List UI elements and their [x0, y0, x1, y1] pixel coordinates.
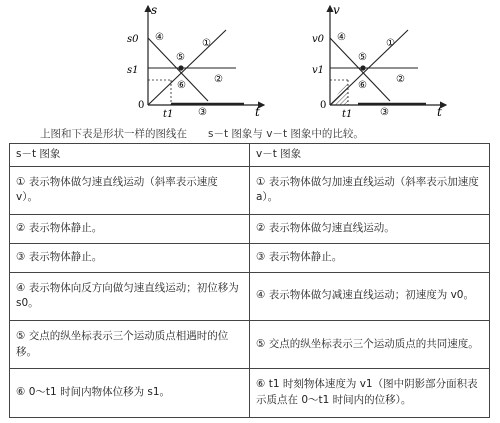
cell-vt-6: ⑥ t1 时刻物体速度为 v1（图中阴影部分面积表示质点在 0～t1 时间内的位移）。: [250, 369, 490, 418]
cell-vt-5: ⑤ 交点的纵坐标表示三个运动质点的共同速度。: [250, 321, 490, 369]
intersection-point: [178, 65, 183, 70]
tick-s0: s0: [127, 34, 139, 45]
cell-vt-4: ④ 表示物体做匀减速直线运动；初速度为 v0。: [250, 272, 490, 320]
label-4: ④: [337, 32, 346, 43]
table-row: [10, 321, 490, 369]
cell-st-5: ⑤ 交点的纵坐标表示三个运动质点相遇时的位移。: [10, 321, 250, 369]
label-3: ③: [198, 107, 207, 118]
comparison-table: [9, 143, 490, 418]
table-row: [10, 243, 490, 272]
label-5: ⑤: [358, 52, 367, 63]
tick-t1: t1: [163, 109, 174, 120]
label-1: ①: [386, 38, 395, 49]
tick-t1: t1: [342, 109, 353, 120]
shaded-area: [330, 80, 348, 105]
vt-graph: [300, 0, 450, 120]
origin-label: 0: [138, 100, 145, 111]
table-row: [10, 215, 490, 244]
label-2: ②: [214, 74, 223, 85]
st-graph: [118, 0, 268, 120]
header-st: s－t 图象: [10, 144, 250, 167]
label-2: ②: [396, 74, 405, 85]
cell-st-2: ② 表示物体静止。: [10, 215, 250, 244]
tick-v0: v0: [312, 34, 325, 45]
cell-st-3: ③ 表示物体静止。: [10, 243, 250, 272]
label-4: ④: [155, 32, 164, 43]
label-6: ⑥: [177, 80, 186, 91]
cell-vt-3: ③ 表示物体静止。: [250, 243, 490, 272]
x-axis-label: t: [255, 105, 260, 119]
origin-label: 0: [320, 100, 327, 111]
y-axis-label: s: [151, 3, 158, 17]
caption: 上图和下表是形状一样的图线在 s－t 图象与 v－t 图象中的比较。: [40, 128, 364, 140]
line-4: [148, 38, 208, 101]
table-row: [10, 369, 490, 418]
tick-s1: s1: [127, 65, 139, 76]
tick-v1: v1: [312, 65, 325, 76]
label-1: ①: [202, 38, 211, 49]
cell-st-4: ④ 表示物体向反方向做匀速直线运动；初位移为 s0。: [10, 272, 250, 320]
label-5: ⑤: [176, 52, 185, 63]
line-4: [330, 38, 390, 101]
x-axis-label: t: [437, 105, 442, 119]
cell-st-1: ① 表示物体做匀速直线运动（斜率表示速度 v）。: [10, 166, 250, 214]
intersection-point: [360, 65, 365, 70]
header-vt: v－t 图象: [250, 144, 490, 167]
cell-st-6: ⑥ 0～t1 时间内物体位移为 s1。: [10, 369, 250, 418]
y-axis-label: v: [333, 3, 340, 17]
label-6: ⑥: [358, 80, 367, 91]
label-3: ③: [380, 107, 389, 118]
table-row: [10, 272, 490, 320]
cell-vt-1: ① 表示物体做匀加速直线运动（斜率表示加速度 a）。: [250, 166, 490, 214]
table-row: [10, 166, 490, 214]
table-header-row: [10, 144, 490, 167]
cell-vt-2: ② 表示物体做匀速直线运动。: [250, 215, 490, 244]
